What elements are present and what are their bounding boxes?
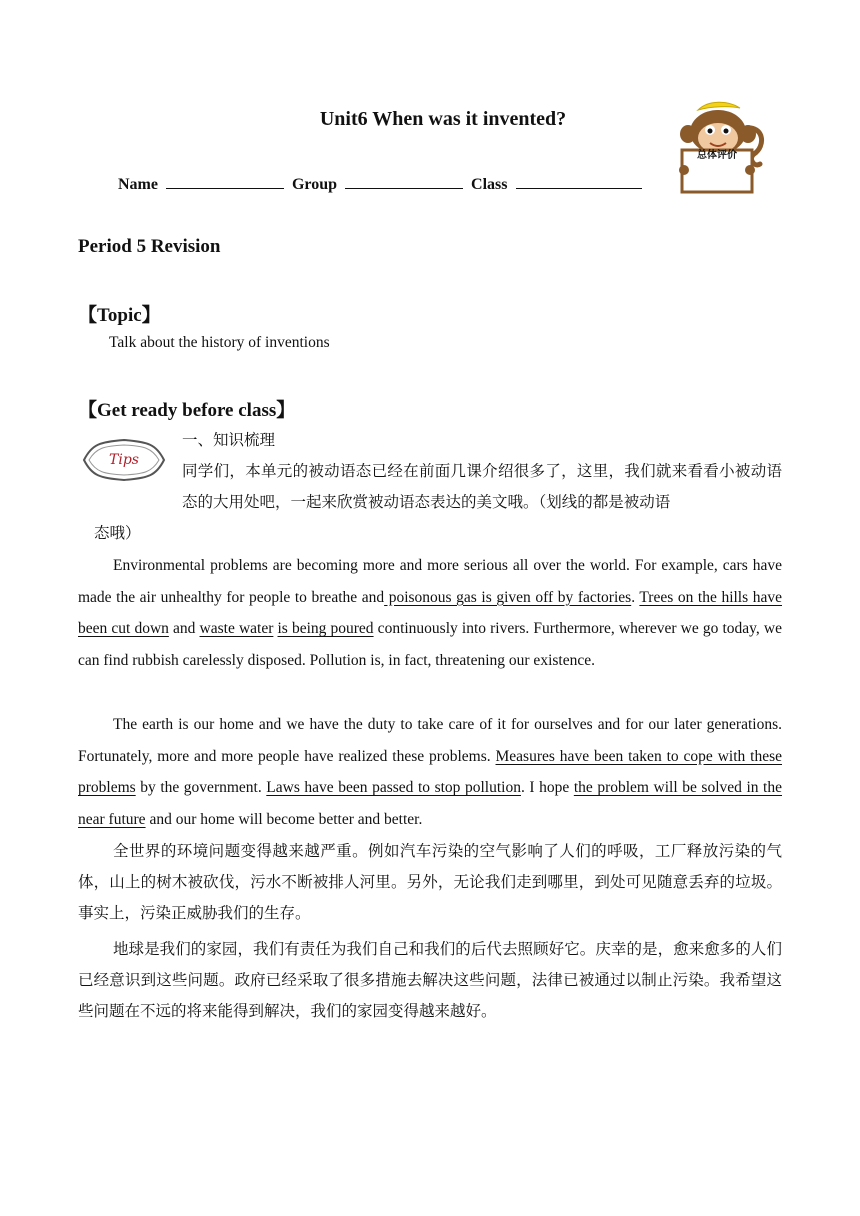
intro-text: 同学们，本单元的被动语态已经在前面几课介绍很多了，这里，我们就来看看小被动语态的大用处吧，一起来欣赏被动语态表达的美文哦。（划线的都是被动语: [182, 462, 782, 511]
badge-text: 总体评价: [697, 150, 737, 161]
get-ready-heading: 【Get ready before class】: [78, 400, 296, 421]
section-title: 一、知识梳理: [182, 431, 276, 449]
passive-phrase: Laws have been passed to stop pollution: [266, 779, 521, 797]
text-run: The earth is our home and we have the duty to take care of it for ourselves and for our later generations. Fortunately, more and more people have realized these problems.: [78, 716, 782, 765]
group-label: Group: [291, 176, 338, 193]
passive-phrase: is being poured: [277, 620, 374, 638]
class-label: Class: [471, 176, 508, 193]
passive-phrase: waste water: [199, 620, 274, 638]
name-label: Name: [118, 176, 158, 193]
topic-heading: 【Topic】: [78, 305, 161, 326]
text-run: continuously into rivers. Furthermore, wherever we go today, we can find rubbish carelessly disposed. Pollution is, in fact, threatening our existence.: [78, 620, 782, 670]
passive-phrase: Trees on the hills have been cut down: [78, 588, 782, 638]
tips-label: Tips: [109, 452, 139, 468]
monkey-evaluation-icon: [668, 98, 768, 198]
name-field[interactable]: [166, 174, 284, 189]
page-title: Unit6 When was it invented?: [319, 108, 567, 130]
text-run: .: [631, 588, 640, 606]
student-info-line: [118, 174, 650, 194]
passive-phrase: Measures have been taken to cope with these problems: [78, 747, 782, 797]
text-run: . I hope: [520, 779, 574, 797]
english-paragraph-1: [78, 550, 782, 677]
chinese-paragraph-2: 地球是我们的家园，我们有责任为我们自己和我们的后代去照顾好它。庆幸的是，愈来愈多的人们已经意识到这些问题。政府已经采取了很多措施去解决这些问题，法律已被通过以制止污染。我希望这些问题在不远的将来能得到解决，我们的家园变得越来越好。: [78, 940, 782, 1020]
text-run: and our home will become better and better.: [145, 811, 423, 829]
tips-icon: [80, 434, 168, 486]
period-heading: Period 5 Revision: [78, 236, 221, 257]
text-run: by the government.: [135, 779, 267, 797]
topic-text: Talk about the history of inventions: [109, 334, 330, 351]
chinese-paragraph-1: 全世界的环境问题变得越来越严重。例如汽车污染的空气影响了人们的呼吸，工厂释放污染的气体，山上的树木被砍伐，污水不断被排人河里。另外，无论我们走到哪里，到处可见随意丢弃的垃圾。事实上，污染正威胁我们的生存。: [78, 842, 782, 922]
passive-phrase: the problem will be solved in the near future: [78, 779, 782, 829]
text-run: Environmental problems are becoming more and more serious all over the world. For example, cars have made the air unhealthy for people to breathe and: [78, 557, 782, 606]
group-field[interactable]: [345, 174, 463, 189]
class-field[interactable]: [516, 174, 642, 189]
text-run: and: [168, 620, 200, 638]
english-paragraph-2: [78, 709, 782, 836]
intro-text-tail: 态哦）: [94, 524, 141, 542]
passive-phrase: poisonous gas is given off by factories: [384, 588, 632, 606]
